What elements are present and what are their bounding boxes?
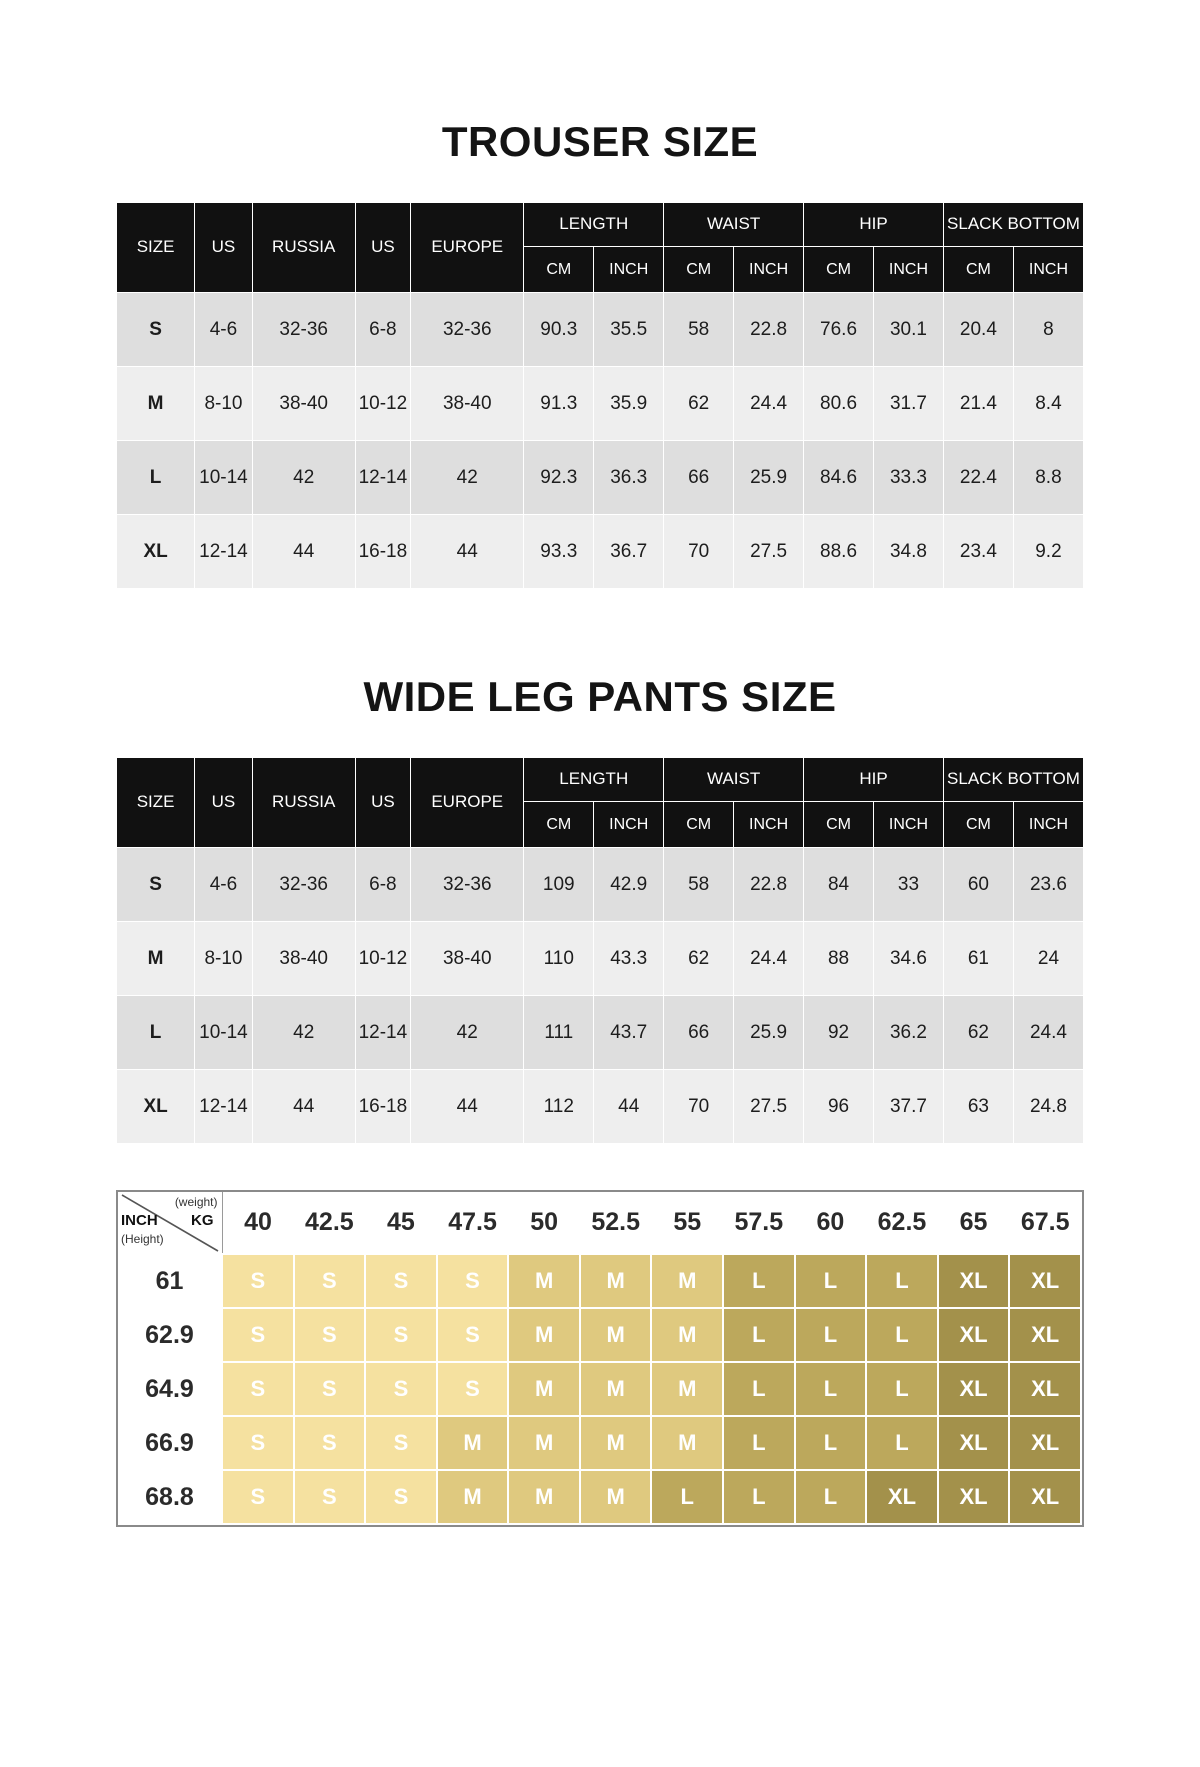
matrix-size-cell: S [365,1308,437,1362]
matrix-size-cell: M [651,1362,723,1416]
cell-slack-bottom-cm: 20.4 [943,293,1013,367]
matrix-size-cell: S [365,1362,437,1416]
cell-us-1: 4-6 [195,293,253,367]
col-header-length-cm: CM [524,802,594,848]
cell-russia: 42 [252,441,355,515]
cell-slack-bottom-cm: 62 [943,996,1013,1070]
cell-slack-bottom-cm: 23.4 [943,515,1013,589]
matrix-size-cell: L [723,1362,795,1416]
page-title-wide-leg: WIDE LEG PANTS SIZE [363,673,837,720]
matrix-size-cell: S [437,1362,509,1416]
col-group-hip: HIP [804,203,944,247]
col-header-length-inch: INCH [594,802,664,848]
table-header [117,758,1084,848]
matrix-size-cell: M [437,1470,509,1524]
cell-size: XL [117,1070,195,1144]
matrix-size-cell: XL [1009,1470,1081,1524]
cell-length-inch: 36.7 [594,515,664,589]
cell-waist-cm: 58 [664,293,734,367]
cell-us-1: 4-6 [195,848,253,922]
cell-europe: 42 [411,441,524,515]
cell-hip-inch: 36.2 [874,996,944,1070]
cell-size: S [117,293,195,367]
matrix-size-cell: M [580,1416,652,1470]
cell-hip-inch: 33 [874,848,944,922]
matrix-weight-column-header: 57.5 [723,1192,795,1254]
matrix-size-cell: M [508,1362,580,1416]
matrix-size-cell: S [222,1416,294,1470]
cell-size: L [117,996,195,1070]
matrix-size-cell: L [723,1470,795,1524]
cell-waist-inch: 24.4 [734,922,804,996]
cell-waist-cm: 66 [664,441,734,515]
cell-size: XL [117,515,195,589]
cell-russia: 32-36 [252,293,355,367]
cell-hip-cm: 76.6 [804,293,874,367]
cell-length-inch: 43.3 [594,922,664,996]
cell-us-1: 12-14 [195,515,253,589]
matrix-size-cell: L [723,1308,795,1362]
cell-hip-inch: 37.7 [874,1070,944,1144]
cell-us-2: 16-18 [355,515,411,589]
table-body [117,293,1084,589]
matrix-weight-column-header: 62.5 [866,1192,938,1254]
page-title-trouser: TROUSER SIZE [441,118,759,165]
cell-hip-cm: 88 [804,922,874,996]
matrix-size-cell: XL [1009,1308,1081,1362]
matrix-size-cell: XL [866,1470,938,1524]
matrix-size-cell: M [508,1470,580,1524]
cell-hip-inch: 33.3 [874,441,944,515]
cell-length-inch: 42.9 [594,848,664,922]
col-group-waist: WAIST [664,203,804,247]
matrix-body [118,1254,1081,1524]
cell-length-inch: 44 [594,1070,664,1144]
matrix-size-cell: L [795,1308,867,1362]
cell-slack-bottom-inch: 8.4 [1013,367,1083,441]
matrix-height-row-header: 62.9 [118,1308,222,1362]
cell-us-1: 10-14 [195,441,253,515]
col-header-hip-inch: INCH [874,247,944,293]
matrix-height-row-header: 64.9 [118,1362,222,1416]
cell-slack-bottom-cm: 60 [943,848,1013,922]
matrix-size-cell: M [508,1308,580,1362]
matrix-size-cell: M [508,1416,580,1470]
table-row [117,367,1084,441]
cell-slack-bottom-inch: 9.2 [1013,515,1083,589]
matrix-size-cell: S [294,1308,366,1362]
cell-europe: 32-36 [411,848,524,922]
matrix-size-cell: S [294,1416,366,1470]
col-header-hip-cm: CM [804,247,874,293]
size-recommendation-matrix-wrapper [116,1190,1084,1527]
cell-hip-cm: 92 [804,996,874,1070]
cell-waist-cm: 58 [664,848,734,922]
cell-length-inch: 36.3 [594,441,664,515]
cell-hip-inch: 31.7 [874,367,944,441]
cell-hip-inch: 34.6 [874,922,944,996]
matrix-size-cell: L [866,1308,938,1362]
cell-waist-cm: 62 [664,922,734,996]
matrix-inch-label: INCH [121,1212,158,1229]
cell-us-1: 8-10 [195,367,253,441]
cell-us-2: 6-8 [355,848,411,922]
col-header-us-2: US [355,758,411,848]
cell-waist-inch: 22.8 [734,293,804,367]
matrix-size-cell: L [866,1362,938,1416]
matrix-weight-column-header: 67.5 [1009,1192,1081,1254]
cell-slack-bottom-inch: 23.6 [1013,848,1083,922]
cell-size: M [117,922,195,996]
cell-slack-bottom-inch: 24 [1013,922,1083,996]
matrix-size-cell: L [795,1362,867,1416]
matrix-corner-cell [118,1192,222,1254]
col-group-length: LENGTH [524,203,664,247]
cell-slack-bottom-inch: 8 [1013,293,1083,367]
col-header-russia: RUSSIA [252,758,355,848]
cell-us-2: 10-12 [355,922,411,996]
cell-length-inch: 35.9 [594,367,664,441]
cell-hip-inch: 30.1 [874,293,944,367]
col-group-hip: HIP [804,758,944,802]
matrix-weight-column-header: 52.5 [580,1192,652,1254]
cell-europe: 32-36 [411,293,524,367]
cell-russia: 44 [252,515,355,589]
matrix-size-cell: M [580,1308,652,1362]
matrix-size-cell: S [222,1362,294,1416]
matrix-weight-column-header: 47.5 [437,1192,509,1254]
matrix-row [118,1308,1081,1362]
matrix-size-cell: S [365,1470,437,1524]
matrix-height-label: (Height) [121,1232,164,1246]
cell-hip-cm: 80.6 [804,367,874,441]
col-header-waist-cm: CM [664,247,734,293]
matrix-row [118,1416,1081,1470]
col-group-slack-bottom: SLACK BOTTOM [943,203,1083,247]
matrix-size-cell: M [580,1362,652,1416]
table-row [117,996,1084,1070]
cell-size: L [117,441,195,515]
cell-russia: 38-40 [252,922,355,996]
matrix-size-cell: L [795,1470,867,1524]
cell-russia: 44 [252,1070,355,1144]
matrix-size-cell: S [437,1254,509,1308]
cell-length-inch: 35.5 [594,293,664,367]
matrix-size-cell: L [866,1416,938,1470]
matrix-size-cell: M [437,1416,509,1470]
col-header-europe: EUROPE [411,758,524,848]
matrix-size-cell: M [651,1254,723,1308]
cell-us-1: 10-14 [195,996,253,1070]
col-group-length: LENGTH [524,758,664,802]
matrix-size-cell: L [723,1416,795,1470]
table-row [117,515,1084,589]
matrix-size-cell: L [795,1254,867,1308]
col-header-waist-cm: CM [664,802,734,848]
col-header-slack-inch: INCH [1013,802,1083,848]
table-row [117,848,1084,922]
cell-waist-inch: 24.4 [734,367,804,441]
cell-hip-cm: 88.6 [804,515,874,589]
cell-europe: 38-40 [411,367,524,441]
cell-waist-cm: 70 [664,515,734,589]
cell-waist-inch: 25.9 [734,996,804,1070]
matrix-size-cell: M [508,1254,580,1308]
table-row [117,1070,1084,1144]
matrix-weight-label: (weight) [174,1195,218,1209]
matrix-size-cell: XL [1009,1254,1081,1308]
cell-us-2: 10-12 [355,367,411,441]
matrix-size-cell: L [795,1416,867,1470]
matrix-row [118,1254,1081,1308]
cell-slack-bottom-inch: 24.8 [1013,1070,1083,1144]
matrix-size-cell: L [723,1254,795,1308]
col-header-us-2: US [355,203,411,293]
trouser-size-table-wrapper [116,202,1084,589]
matrix-size-cell: S [222,1254,294,1308]
matrix-weight-column-header: 42.5 [294,1192,366,1254]
col-group-slack-bottom: SLACK BOTTOM [943,758,1083,802]
cell-europe: 44 [411,515,524,589]
table-body [117,848,1084,1144]
cell-us-2: 16-18 [355,1070,411,1144]
cell-waist-inch: 22.8 [734,848,804,922]
cell-waist-cm: 70 [664,1070,734,1144]
wide-leg-size-table-wrapper [116,757,1084,1144]
matrix-weight-column-header: 40 [222,1192,294,1254]
matrix-weight-column-header: 45 [365,1192,437,1254]
cell-length-cm: 112 [524,1070,594,1144]
col-header-russia: RUSSIA [252,203,355,293]
table-row [117,441,1084,515]
col-header-length-inch: INCH [594,247,664,293]
matrix-size-cell: XL [938,1470,1010,1524]
wide-leg-size-table [116,757,1084,1144]
cell-russia: 32-36 [252,848,355,922]
col-header-size: SIZE [117,758,195,848]
matrix-size-cell: S [294,1470,366,1524]
col-header-length-cm: CM [524,247,594,293]
cell-slack-bottom-inch: 24.4 [1013,996,1083,1070]
cell-waist-inch: 27.5 [734,1070,804,1144]
matrix-size-cell: M [580,1470,652,1524]
cell-slack-bottom-cm: 22.4 [943,441,1013,515]
col-header-slack-cm: CM [943,247,1013,293]
col-header-us-1: US [195,203,253,293]
cell-us-2: 12-14 [355,441,411,515]
col-header-slack-inch: INCH [1013,247,1083,293]
cell-size: M [117,367,195,441]
matrix-weight-column-header: 55 [651,1192,723,1254]
matrix-height-row-header: 61 [118,1254,222,1308]
cell-hip-inch: 34.8 [874,515,944,589]
table-row [117,293,1084,367]
matrix-size-cell: S [365,1254,437,1308]
matrix-size-cell: M [580,1254,652,1308]
matrix-weight-column-header: 50 [508,1192,580,1254]
matrix-size-cell: XL [1009,1362,1081,1416]
cell-us-2: 12-14 [355,996,411,1070]
matrix-row [118,1362,1081,1416]
matrix-size-cell: XL [1009,1416,1081,1470]
matrix-size-cell: M [651,1416,723,1470]
matrix-size-cell: S [365,1416,437,1470]
cell-europe: 44 [411,1070,524,1144]
matrix-size-cell: S [437,1308,509,1362]
col-header-europe: EUROPE [411,203,524,293]
matrix-size-cell: L [866,1254,938,1308]
matrix-size-cell: XL [938,1254,1010,1308]
matrix-size-cell: S [222,1308,294,1362]
cell-us-1: 8-10 [195,922,253,996]
cell-waist-inch: 25.9 [734,441,804,515]
matrix-size-cell: XL [938,1416,1010,1470]
size-recommendation-matrix [118,1192,1082,1525]
col-header-hip-inch: INCH [874,802,944,848]
cell-length-cm: 91.3 [524,367,594,441]
cell-length-cm: 111 [524,996,594,1070]
cell-us-2: 6-8 [355,293,411,367]
matrix-size-cell: S [294,1254,366,1308]
matrix-height-row-header: 66.9 [118,1416,222,1470]
col-header-slack-cm: CM [943,802,1013,848]
cell-russia: 42 [252,996,355,1070]
col-group-waist: WAIST [664,758,804,802]
cell-length-cm: 90.3 [524,293,594,367]
cell-length-cm: 92.3 [524,441,594,515]
cell-waist-cm: 66 [664,996,734,1070]
matrix-header [118,1192,1081,1254]
cell-slack-bottom-cm: 61 [943,922,1013,996]
cell-waist-cm: 62 [664,367,734,441]
cell-length-cm: 109 [524,848,594,922]
cell-length-cm: 110 [524,922,594,996]
cell-hip-cm: 96 [804,1070,874,1144]
cell-size: S [117,848,195,922]
cell-slack-bottom-inch: 8.8 [1013,441,1083,515]
col-header-us-1: US [195,758,253,848]
matrix-row [118,1470,1081,1524]
matrix-size-cell: L [651,1470,723,1524]
cell-length-inch: 43.7 [594,996,664,1070]
table-row [117,922,1084,996]
cell-hip-cm: 84.6 [804,441,874,515]
cell-slack-bottom-cm: 21.4 [943,367,1013,441]
col-header-hip-cm: CM [804,802,874,848]
cell-slack-bottom-cm: 63 [943,1070,1013,1144]
matrix-size-cell: M [651,1308,723,1362]
cell-russia: 38-40 [252,367,355,441]
table-header [117,203,1084,293]
matrix-kg-label: KG [191,1212,214,1229]
col-header-waist-inch: INCH [734,802,804,848]
matrix-size-cell: XL [938,1362,1010,1416]
cell-hip-cm: 84 [804,848,874,922]
matrix-weight-column-header: 65 [938,1192,1010,1254]
matrix-weight-column-header: 60 [795,1192,867,1254]
cell-length-cm: 93.3 [524,515,594,589]
cell-europe: 42 [411,996,524,1070]
col-header-waist-inch: INCH [734,247,804,293]
col-header-size: SIZE [117,203,195,293]
matrix-size-cell: S [222,1470,294,1524]
cell-waist-inch: 27.5 [734,515,804,589]
matrix-height-row-header: 68.8 [118,1470,222,1524]
matrix-size-cell: S [294,1362,366,1416]
cell-europe: 38-40 [411,922,524,996]
matrix-size-cell: XL [938,1308,1010,1362]
cell-us-1: 12-14 [195,1070,253,1144]
trouser-size-table [116,202,1084,589]
